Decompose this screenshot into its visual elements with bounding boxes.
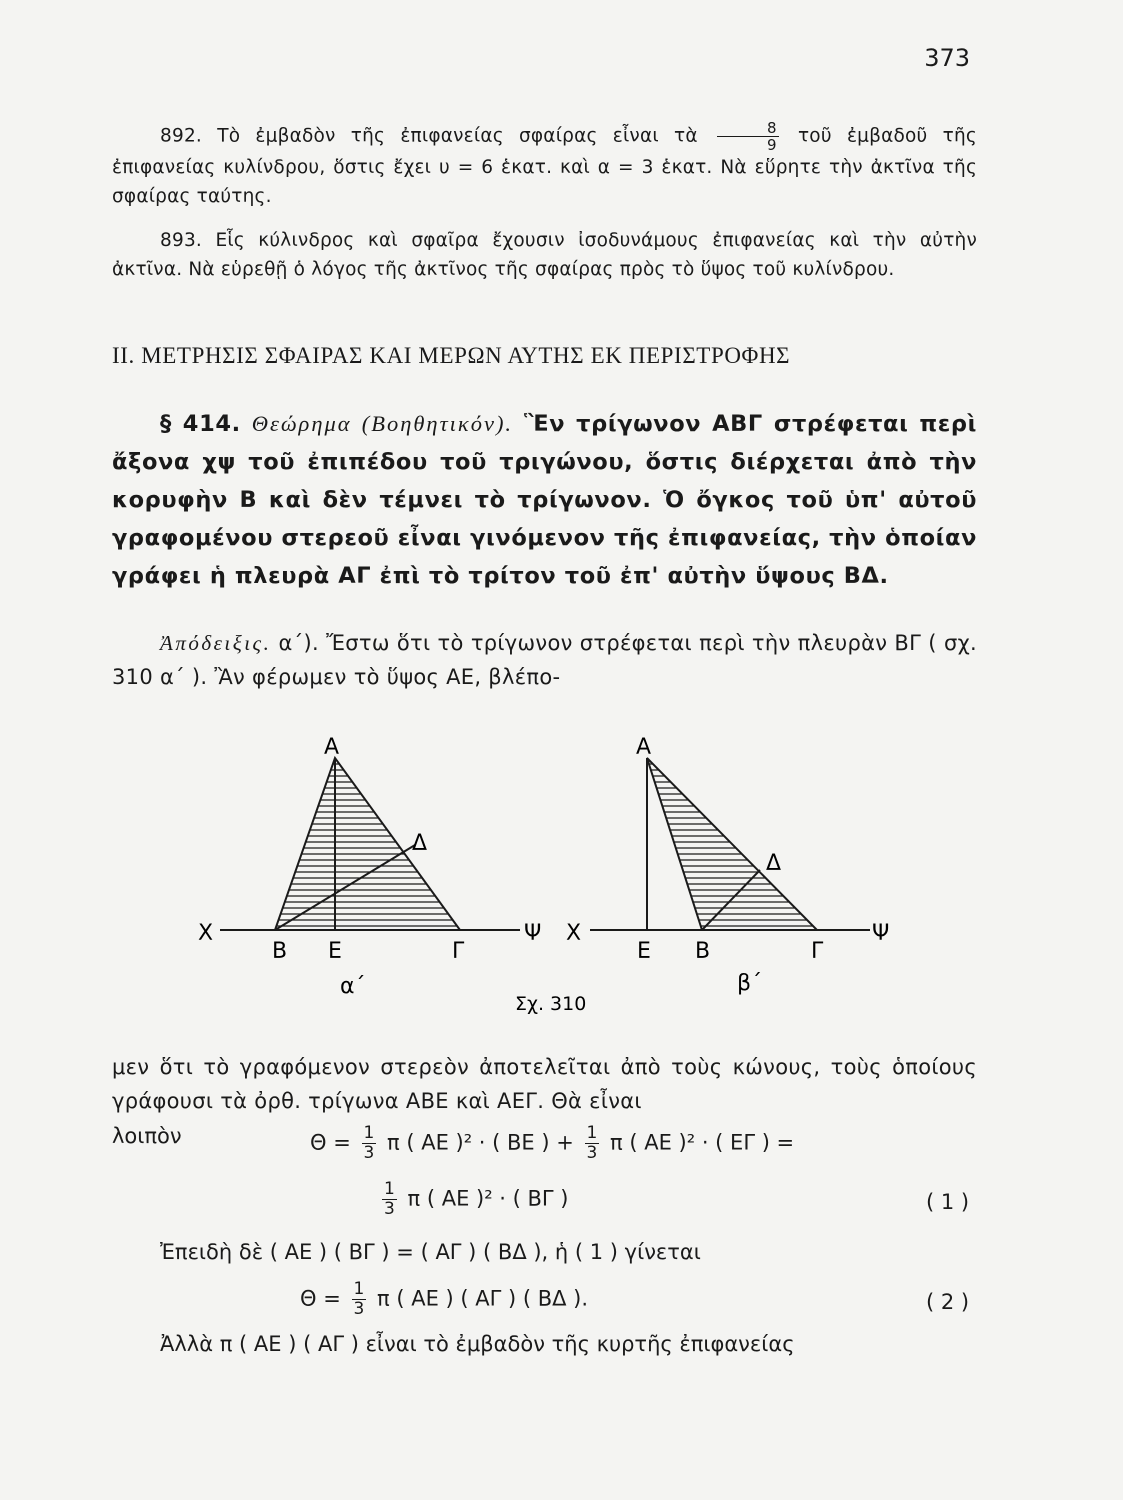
label-psi: Ψ (524, 921, 542, 946)
label-e: Ε (328, 939, 342, 964)
label-g: Γ (811, 939, 824, 964)
section-title: II. ΜΕΤΡΗΣΙΣ ΣΦΑΙΡΑΣ ΚΑΙ ΜΕΡΩΝ ΑΥΤΗΣ ΕΚ ΠΕΡΙΣΤΡΟΦΗΣ (112, 343, 791, 368)
figure-310-a (198, 735, 541, 999)
exercise-892-rest: τοῦ ἐμβαδοῦ τῆς ἐπιφανείας κυλίνδρου, ὅστις ἔχει υ = 6 ἑκατ. καὶ α = 3 ἑκατ. Νὰ εὕρητε τὴν ἀκτῖνα τῆς σφαίρας ταύτης. (112, 125, 977, 207)
equation-1 (112, 1124, 182, 1148)
theorem-text: Ἓν τρίγωνον ΑΒΓ στρέφεται περὶ ἄξονα χψ τοῦ ἐπιπέδου τοῦ τριγώνου, ὅστις διέρχεται ἀπὸ τὴν κορυφὴν Β καὶ δὲν τέμνει τὸ τρίγωνον. Ὁ ὄγκος τοῦ ὑπ' αὐτοῦ γραφομένου στερεοῦ εἶναι γινόμενον τῆς ἐπιφανείας, τὴν ὁποίαν γράφει ἡ πλευρὰ ΑΓ ἐπὶ τὸ τρίτον τοῦ ἐπ' αὐτὴν ὕψους ΒΔ. (112, 411, 978, 589)
fraction-one-third (352, 1280, 367, 1319)
label-alpha: α΄ (340, 974, 366, 999)
proof-text: α΄). Ἔστω ὅτι τὸ τρίγωνον στρέφεται περὶ τὴν πλευρὰν ΒΓ ( σχ. 310 α΄ ). Ἂν φέρωμεν τὸ ὕψος ΑΕ, βλέπο- (112, 631, 977, 689)
fraction-numerator: 1 (586, 1123, 598, 1143)
fraction-numerator: 8 (717, 120, 779, 137)
label-x: Χ (198, 921, 214, 946)
fraction-numerator: 1 (353, 1279, 365, 1299)
fraction-numerator: 1 (363, 1123, 375, 1143)
figure-310 (190, 728, 910, 1028)
equation-1-tag: ( 1 ) (926, 1190, 970, 1214)
fraction-denominator: 3 (363, 1143, 375, 1163)
label-x: Χ (566, 921, 582, 946)
triangle-abg (647, 758, 817, 930)
eq2-body: π ( ΑΕ ) ( ΑΓ ) ( ΒΔ ). (377, 1286, 589, 1311)
theorem-label: Θεώρημα (Βοηθητικόν). (251, 411, 514, 436)
exercise-893: 893. Εἷς κύλινδρος καὶ σφαῖρα ἔχουσιν ἰσοδυνάμους ἐπιφανείας καὶ τὴν αὐτὴν ἀκτῖνα. Νὰ εὑρεθῇ ὁ λόγος τῆς ἀκτῖνος τῆς σφαίρας πρὸς τὸ ὕψος τοῦ κυλίνδρου. (112, 230, 977, 280)
proof-paragraph (112, 626, 977, 694)
eq2-theta: Θ = (300, 1286, 341, 1311)
fraction-denominator: 3 (384, 1199, 395, 1219)
hatching (270, 764, 465, 926)
equation-2 (300, 1280, 588, 1319)
theorem-414 (112, 405, 977, 595)
figure-310-b (566, 735, 889, 996)
equation-2-tag: ( 2 ) (926, 1290, 970, 1314)
equation-1-continued (378, 1180, 569, 1219)
fraction-denominator: 3 (586, 1143, 598, 1163)
eq1-term-3: π ( ΑΕ )² · ( ΒΓ ) (407, 1186, 569, 1211)
equation-1-body (310, 1124, 794, 1163)
fraction-denominator: 9 (767, 136, 777, 154)
proof-label: Ἀπόδειξις. (160, 631, 272, 655)
fraction-one-third (362, 1124, 377, 1163)
eq1-term-1: π ( ΑΕ )² · ( ΒΕ ) + (387, 1130, 574, 1155)
fraction-one-third (585, 1124, 600, 1163)
label-d: Δ (766, 851, 782, 876)
last-line: Ἀλλὰ π ( ΑΕ ) ( ΑΓ ) εἶναι τὸ ἐμβαδὸν τῆς κυρτῆς ἐπιφανείας (160, 1332, 795, 1356)
eq1-term-2: π ( ΑΕ )² · ( ΕΓ ) = (610, 1130, 795, 1155)
theorem-number: § 414. (160, 411, 241, 437)
epeidi-line: Ἐπειδὴ δὲ ( ΑΕ ) ( ΒΓ ) = ( ΑΓ ) ( ΒΔ ), ἡ ( 1 ) γίνεται (160, 1240, 701, 1264)
fraction-denominator: 3 (353, 1299, 365, 1319)
label-psi: Ψ (872, 921, 890, 946)
triangle-abg (275, 758, 460, 930)
fraction-numerator: 1 (384, 1179, 395, 1199)
page-number: 373 (924, 44, 970, 72)
fraction-one-third (382, 1180, 397, 1219)
eq1-lead: λοιπὸν (112, 1124, 182, 1148)
proof-continuation: μεν ὅτι τὸ γραφόμενον στερεὸν ἀποτελεῖται ἀπὸ τοὺς κώνους, τοὺς ὁποίους γράφουσι τὰ ὀρθ. τρίγωνα ΑΒΕ καὶ ΑΕΓ. Θὰ εἶναι (112, 1055, 977, 1113)
hatching (640, 764, 822, 926)
label-b: Β (695, 939, 711, 964)
height-bd (702, 870, 760, 930)
height-bd (275, 845, 415, 930)
exercise-892 (112, 120, 977, 211)
label-a: Α (636, 735, 652, 760)
label-a: Α (324, 735, 340, 760)
eq1-theta: Θ = (310, 1130, 351, 1155)
label-e: Ε (637, 939, 651, 964)
label-d: Δ (412, 831, 428, 856)
label-g: Γ (452, 939, 465, 964)
exercise-892-lead: 892. Τὸ ἐμβαδὸν τῆς ἐπιφανείας σφαίρας εἶναι τὰ (160, 125, 698, 147)
label-beta: β΄ (737, 971, 763, 996)
fraction-8-9 (717, 120, 779, 153)
figure-caption: Σχ. 310 (515, 993, 587, 1015)
label-b: Β (272, 939, 288, 964)
